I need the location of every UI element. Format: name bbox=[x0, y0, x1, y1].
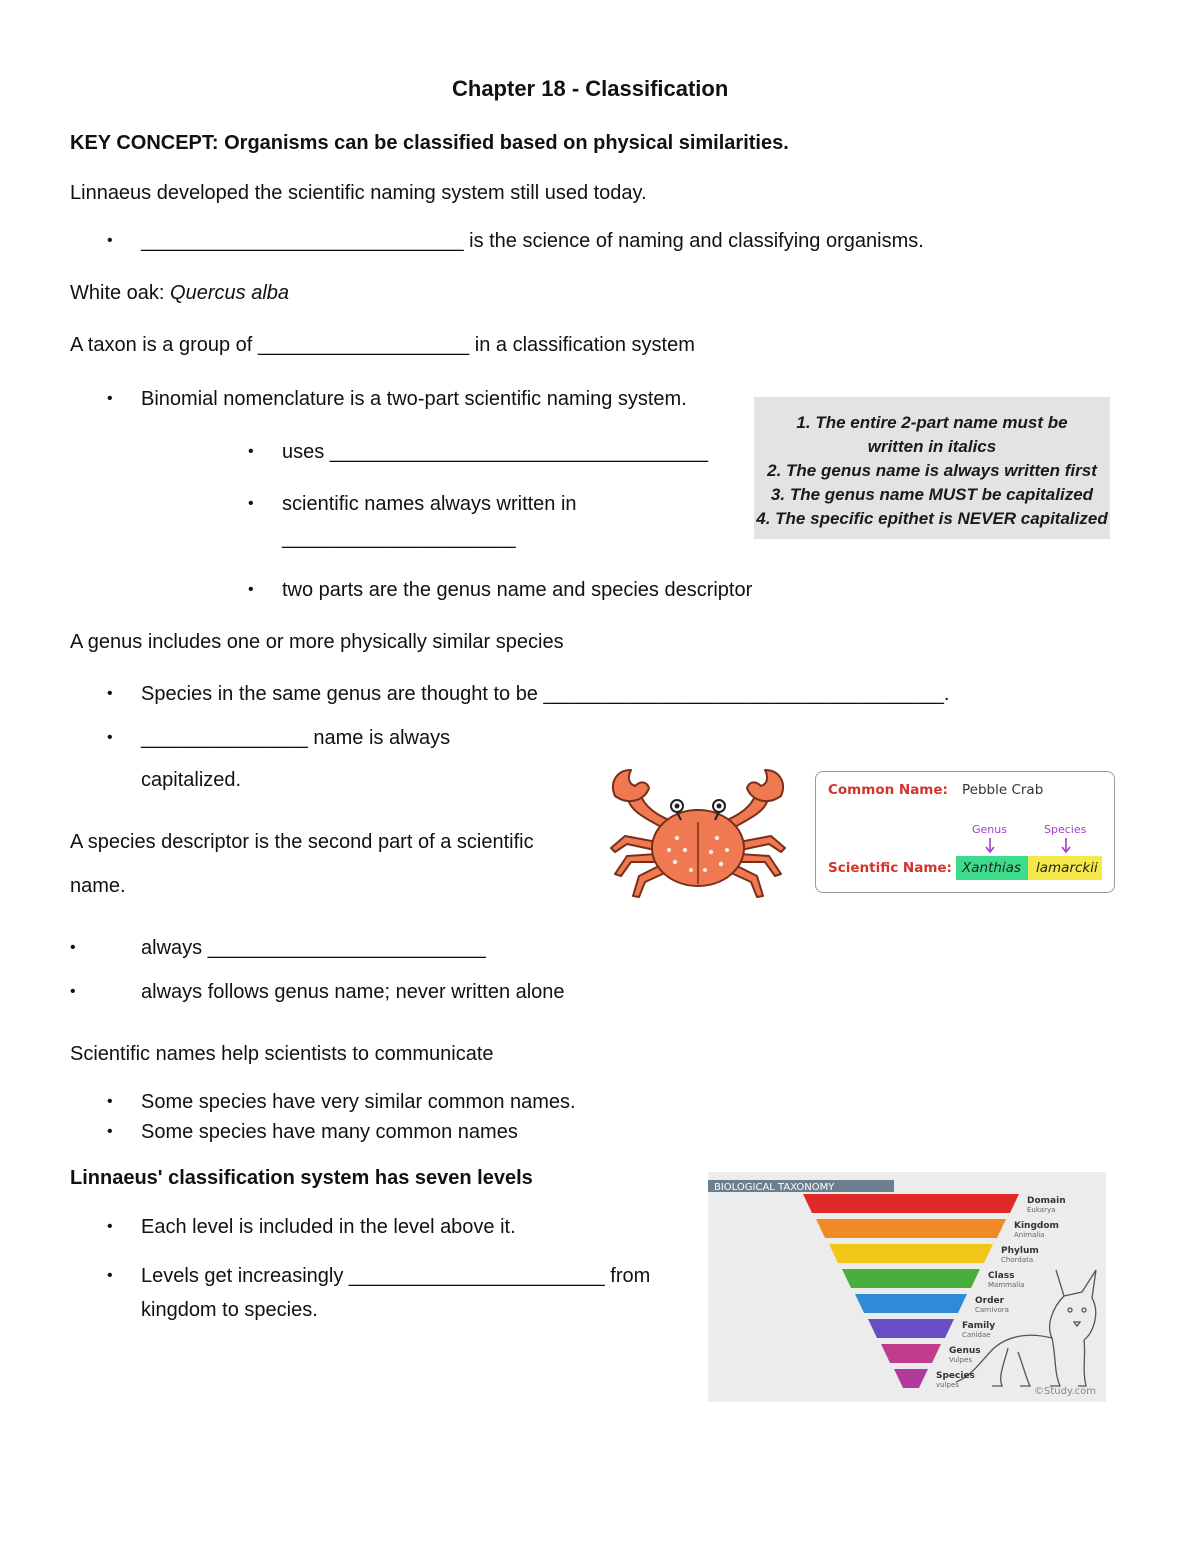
bullet-icon: • bbox=[70, 983, 76, 1000]
pyramid-band-species bbox=[894, 1369, 928, 1388]
taxonomy-level-example: vulpes bbox=[936, 1381, 959, 1389]
scientific-name-label: Scientific Name: bbox=[828, 860, 952, 876]
genus-name-bullet-line2: capitalized. bbox=[141, 769, 242, 791]
species-descriptor-line2: name. bbox=[70, 875, 126, 897]
taxon-line: A taxon is a group of ___________________ in a classification system bbox=[70, 334, 695, 356]
many-names-bullet: Some species have many common names bbox=[141, 1121, 518, 1143]
genus-value: Xanthias bbox=[962, 860, 1021, 876]
genus-line: A genus includes one or more physically similar species bbox=[70, 631, 564, 653]
same-genus-bullet: Species in the same genus are thought to be ____________________________________. bbox=[141, 683, 950, 705]
taxonomy-level-name: Phylum bbox=[1001, 1246, 1039, 1256]
species-label: Species bbox=[1044, 823, 1087, 836]
taxonomy-graphic bbox=[708, 1172, 1106, 1402]
levels-bullet-line2: kingdom to species. bbox=[141, 1299, 318, 1321]
species-value: lamarckii bbox=[1036, 860, 1098, 876]
each-level-bullet: Each level is included in the level above it. bbox=[141, 1216, 516, 1238]
species-descriptor-line1: A species descriptor is the second part of a scientific bbox=[70, 831, 534, 853]
pyramid-band-family bbox=[868, 1319, 954, 1338]
bullet-icon: • bbox=[107, 1218, 113, 1235]
down-arrow-icons bbox=[982, 836, 1072, 856]
white-oak-label: White oak: bbox=[70, 282, 165, 304]
taxonomy-level-example: Animalia bbox=[1014, 1231, 1045, 1239]
sci-names-bullet-line2: _____________________ bbox=[282, 527, 516, 549]
communicate-line: Scientific names help scientists to communicate bbox=[70, 1043, 494, 1065]
taxonomy-level-name: Genus bbox=[949, 1346, 981, 1356]
genus-label: Genus bbox=[972, 823, 1007, 836]
bullet-icon: • bbox=[248, 443, 254, 460]
two-parts-bullet: two parts are the genus name and species descriptor bbox=[282, 579, 753, 601]
taxonomy-level-example: Eukarya bbox=[1027, 1206, 1056, 1214]
pyramid-band-kingdom bbox=[816, 1219, 1006, 1238]
pyramid-band-genus bbox=[881, 1344, 941, 1363]
taxonomy-level-example: Mammalia bbox=[988, 1281, 1025, 1289]
rule-line: 1. The entire 2-part name must be bbox=[796, 413, 1068, 432]
levels-bullet-line1: Levels get increasingly _______________________ from bbox=[141, 1265, 651, 1287]
taxonomy-level-example: Chordata bbox=[1001, 1256, 1034, 1264]
taxonomy-header: BIOLOGICAL TAXONOMY bbox=[714, 1182, 835, 1193]
common-name-value: Pebble Crab bbox=[962, 782, 1044, 798]
uses-bullet: uses __________________________________ bbox=[282, 441, 708, 463]
rule-line: written in italics bbox=[867, 437, 997, 456]
bullet-icon: • bbox=[107, 1123, 113, 1140]
taxonomy-level-example: Canidae bbox=[962, 1331, 991, 1339]
always-bullet: always _________________________ bbox=[141, 937, 486, 959]
rule-line: 3. The genus name MUST be capitalized bbox=[770, 485, 1094, 504]
key-concept: KEY CONCEPT: Organisms can be classified based on physical similarities. bbox=[70, 132, 789, 154]
pyramid-band-domain bbox=[803, 1194, 1019, 1213]
pyramid-band-phylum bbox=[829, 1244, 993, 1263]
genus-name-bullet-line1: _______________ name is always bbox=[141, 727, 451, 749]
taxonomy-bullet: _____________________________ is the science of naming and classifying organisms. bbox=[141, 230, 924, 252]
taxonomy-level-name: Species bbox=[936, 1371, 975, 1381]
pyramid-band-class bbox=[842, 1269, 980, 1288]
seven-levels-heading: Linnaeus' classification system has seven levels bbox=[70, 1167, 533, 1189]
taxonomy-level-name: Domain bbox=[1027, 1196, 1066, 1206]
taxonomy-pyramid bbox=[708, 1172, 1106, 1402]
taxonomy-level-example: Carnivora bbox=[975, 1306, 1009, 1314]
taxonomy-watermark: ©Study.com bbox=[1034, 1386, 1096, 1397]
follows-bullet: always follows genus name; never written alone bbox=[141, 981, 565, 1003]
rule-line: 4. The specific epithet is NEVER capitalized bbox=[756, 509, 1108, 528]
taxonomy-level-name: Kingdom bbox=[1014, 1221, 1059, 1231]
taxonomy-level-example: Vulpes bbox=[949, 1356, 973, 1364]
bullet-icon: • bbox=[107, 1267, 113, 1284]
white-oak-line bbox=[70, 281, 289, 305]
bullet-icon: • bbox=[248, 581, 254, 598]
similar-names-bullet: Some species have very similar common names. bbox=[141, 1091, 576, 1113]
naming-rules-box bbox=[754, 397, 1110, 539]
bullet-icon: • bbox=[107, 232, 113, 249]
bullet-icon: • bbox=[107, 685, 113, 702]
common-name-label: Common Name: bbox=[828, 782, 948, 798]
sci-names-bullet-line1: scientific names always written in bbox=[282, 493, 577, 515]
bullet-icon: • bbox=[107, 390, 113, 407]
bullet-icon: • bbox=[248, 495, 254, 512]
bullet-icon: • bbox=[107, 1093, 113, 1110]
page-title: Chapter 18 - Classification bbox=[452, 76, 729, 101]
bullet-icon: • bbox=[70, 939, 76, 956]
taxonomy-level-name: Order bbox=[975, 1296, 1005, 1306]
linnaeus-line: Linnaeus developed the scientific naming system still used today. bbox=[70, 182, 647, 204]
white-oak-scientific-name: Quercus alba bbox=[170, 282, 290, 304]
crab-illustration bbox=[605, 766, 791, 904]
taxonomy-level-name: Family bbox=[962, 1321, 996, 1331]
taxonomy-level-name: Class bbox=[988, 1271, 1015, 1281]
rule-line: 2. The genus name is always written first bbox=[767, 461, 1097, 480]
bullet-icon: • bbox=[107, 729, 113, 746]
pyramid-band-order bbox=[855, 1294, 967, 1313]
binomial-bullet: Binomial nomenclature is a two-part scientific naming system. bbox=[141, 388, 687, 410]
scientific-name-card bbox=[815, 771, 1115, 893]
